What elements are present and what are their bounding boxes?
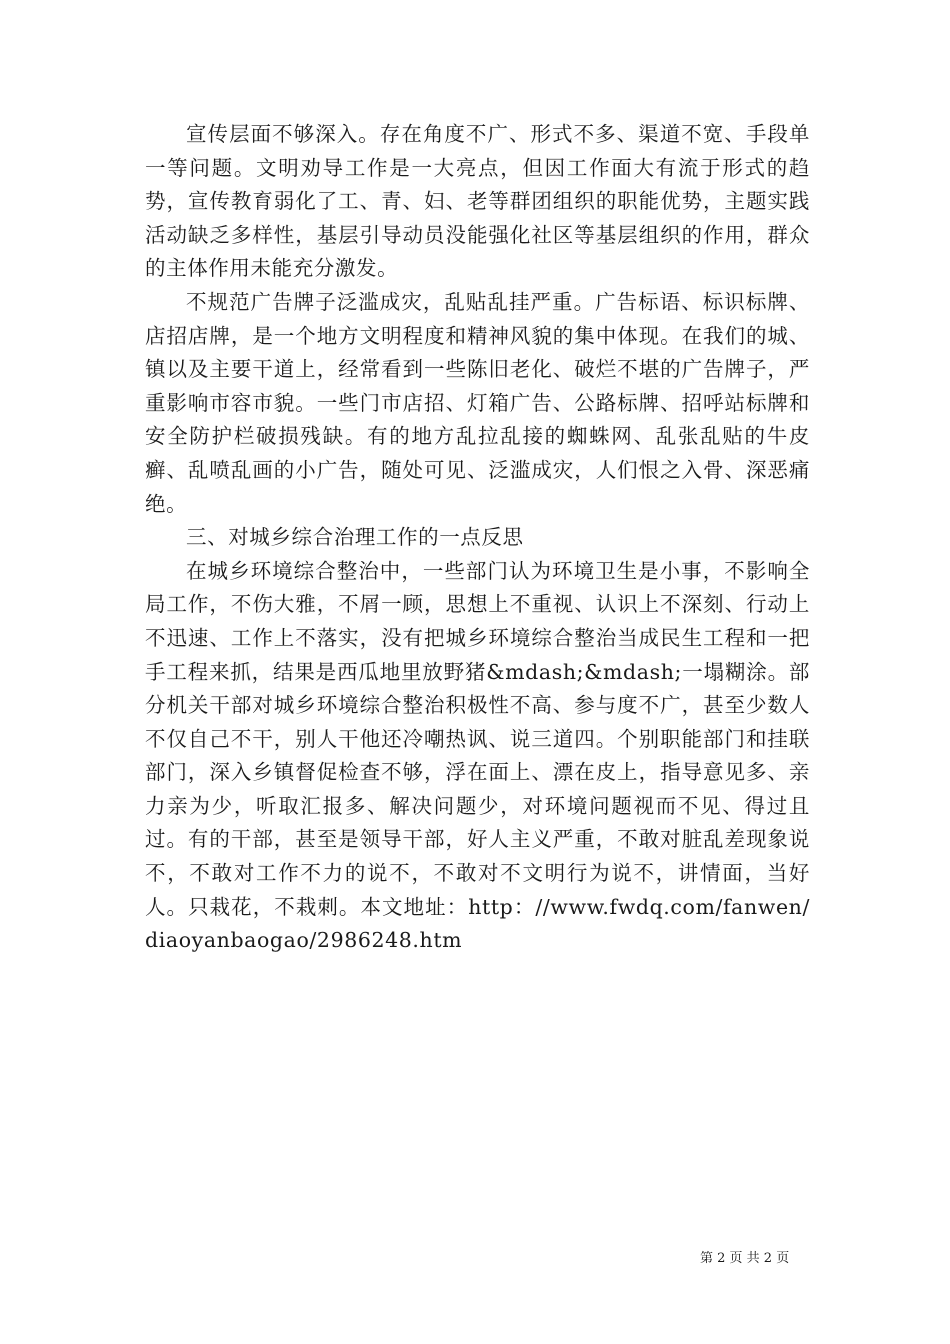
page-number-footer: 第 2 页 共 2 页 (700, 1251, 790, 1266)
document-body (145, 118, 810, 958)
paragraph-publicity: 宣传层面不够深入。存在角度不广、形式不多、渠道不宽、手段单一等问题。文明劝导工作是一大亮点，但因工作面大有流于形式的趋势，宣传教育弱化了工、青、妇、老等群团组织的职能优势，主题实践活动缺乏多样性，基层引导动员没能强化社区等基层组织的作用，群众的主体作用未能充分激发。 (145, 122, 810, 281)
paragraph-billboards: 不规范广告牌子泛滥成灾，乱贴乱挂严重。广告标语、标识标牌、店招店牌，是一个地方文明程度和精神风貌的集中体现。在我们的城、镇以及主要干道上，经常看到一些陈旧老化、破烂不堪的广告牌子，严重影响市容市貌。一些门市店招、灯箱广告、公路标牌、招呼站标牌和安全防护栏破损残缺。有的地方乱拉乱接的蜘蛛网、乱张乱贴的牛皮癣、乱喷乱画的小广告，随处可见、泛滥成灾，人们恨之入骨、深恶痛绝。 (145, 289, 810, 516)
source-url: http：//www.fwdq.com/fanwen/diaoyanbaogao/2986248.htm (145, 894, 810, 953)
section-heading: 三、对城乡综合治理工作的一点反思 (186, 525, 524, 550)
paragraph-reflection (145, 555, 810, 958)
paragraph-reflection-text: 在城乡环境综合整治中，一些部门认为环境卫生是小事，不影响全局工作，不伤大雅，不屑一顾，思想上不重视、认识上不深刻、行动上不迅速、工作上不落实，没有把城乡环境综合整治当成民生工程和一把手工程来抓，结果是西瓜地里放野猪&mdash;&mdash;一塌糊涂。部分机关干部对城乡环境综合整治积极性不高、参与度不广，甚至少数人不仅自己不干，别人干他还冷嘲热讽、说三道四。个别职能部门和挂联部门，深入乡镇督促检查不够，浮在面上、漂在皮上，指导意见多、亲力亲为少，听取汇报多、解决问题少，对环境问题视而不见、得过且过。有的干部，甚至是领导干部，好人主义严重，不敢对脏乱差现象说不，不敢对工作不力的说不，不敢对不文明行为说不，讲情面，当好人。只栽花，不栽刺。本文地址： (145, 558, 810, 919)
